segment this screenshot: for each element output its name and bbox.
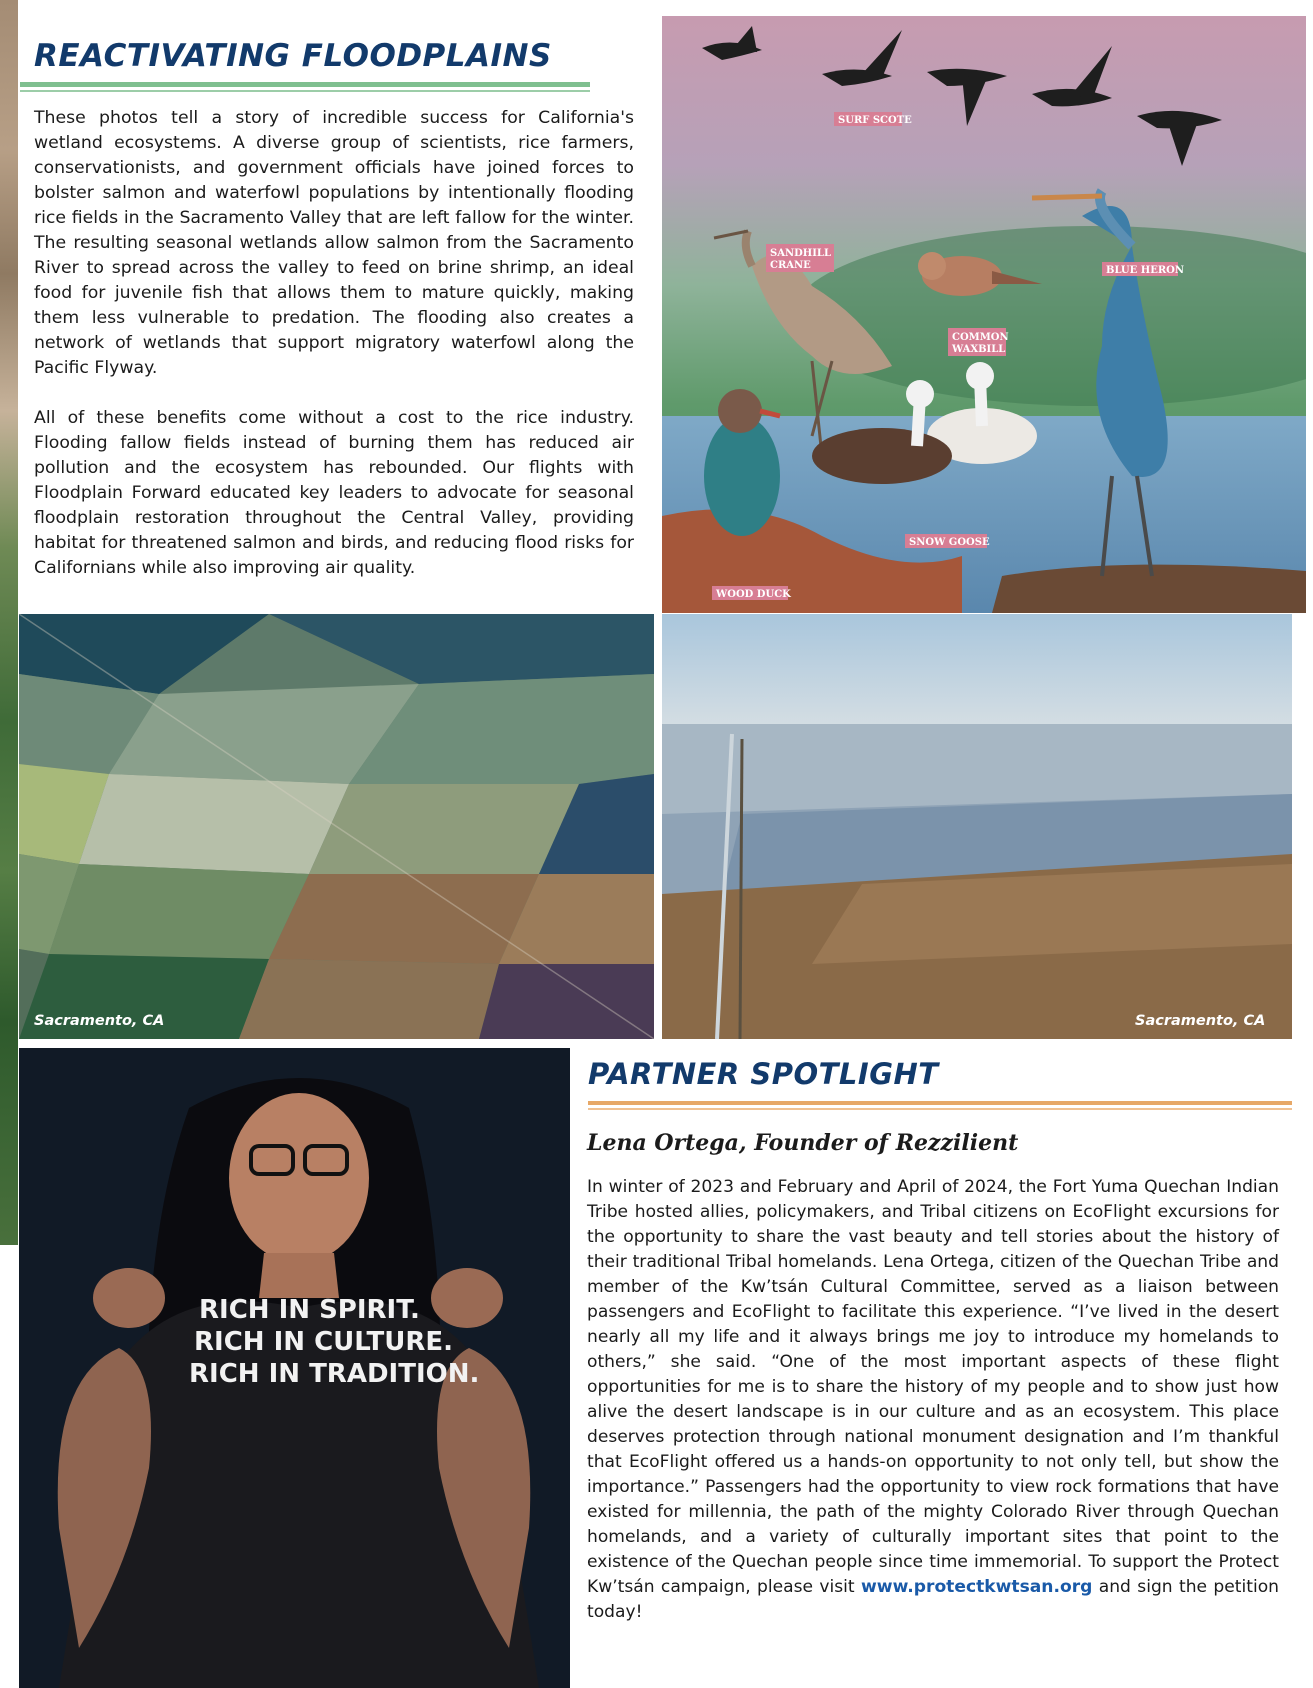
shirt-text-line3: RICH IN TRADITION. [189,1359,480,1389]
photo-caption-right: Sacramento, CA [1135,1013,1266,1029]
label-blue-heron: BLUE HERON [1106,265,1184,276]
floodplains-paragraph-1: These photos tell a story of incredible success for California's wetland ecosystems. A diverse group of scientists, rice farmers, conservationists, and government officials have joined forces to bolster salmon and waterfowl populations by intentionally flooding rice fields in the Sacramento Valley that are left fallow for the winter. The resulting seasonal wetlands allow salmon from the Sacramento River to spread across the valley to feed on brine shrimp, an ideal food for juvenile fish that allows them to mature quickly, making them less vulnerable to predation. The flooding also creates a network of wetlands that support migratory waterfowl along the Pacific Flyway. [34,108,634,378]
shirt-text-line1: RICH IN SPIRIT. [199,1295,420,1325]
floodplains-paragraph-2: All of these benefits come without a cost to the rice industry. Flooding fallow fields instead of burning them has reduced air pollution and the ecosystem has rebounded. Our flights with Floodplain Forward educated key leaders to advocate for seasonal floodplain restoration throughout the Central Valley, providing habitat for threatened salmon and birds, and reducing flood risks for Californians while also improving air quality. [34,408,634,578]
label-sandhill-crane-line1: SANDHILL [770,248,831,259]
label-common-waxbill-line1: COMMON [952,332,1009,343]
spotlight-title-underline-secondary [588,1108,1292,1110]
previous-page-edge-image [0,0,18,1245]
spotlight-subhead: Lena Ortega, Founder of Rezzilient [587,1130,1019,1156]
shirt-text-line2: RICH IN CULTURE. [194,1327,454,1357]
photo-caption-left: Sacramento, CA [34,1013,165,1029]
label-sandhill-crane-line2: CRANE [770,260,811,271]
label-surf-scote: SURF SCOTE [838,115,912,126]
section-title-reactivating-floodplains: REACTIVATING FLOODPLAINS [34,38,552,74]
spotlight-title-underline [588,1101,1292,1105]
section-title-partner-spotlight: PARTNER SPOTLIGHT [588,1057,939,1091]
aerial-photo-rice-fields-left [19,614,654,1039]
title-underline-secondary [20,90,590,92]
petition-link[interactable]: www.protectkwtsan.org [861,1577,1093,1597]
spotlight-paragraph [587,1175,1279,1625]
spotlight-paragraph-text: In winter of 2023 and February and April of 2024, the Fort Yuma Quechan Indian Tribe hosted allies, policymakers, and Tribal citizens on EcoFlight excursions for the opportunity to share the vast beauty and tell stories about the history of their traditional Tribal homelands. Lena Ortega, citizen of the Quechan Tribe and member of the Kw’tsán Cultural Committee, served as a liaison between passengers and EcoFlight to facilitate this experience. “I’ve lived in the desert nearly all my life and it always brings me joy to introduce my homelands to others,” she said. “One of the most important aspects of these flight opportunities for me is to share the history of my people and to show just how alive the desert landscape is in our culture and as an ecosystem. This place deserves protection through national monument designation and I’m thankful that EcoFlight offered us a hands-on opportunity to not only tell, but show the importance.” Passengers had the opportunity to view rock formations that have existed for millennia, the path of the mighty Colorado River through Quechan homelands, and a variety of culturally important sites that point to the existence of the Quechan people since time immemorial. To support the Protect Kw’tsán campaign, please visit [587,1177,1279,1597]
spotlight-paragraph-closing: and sign the petition today! [587,1577,1279,1622]
label-snow-goose: SNOW GOOSE [909,537,990,548]
label-wood-duck: WOOD DUCK [716,589,791,600]
bird-illustration [662,16,1306,613]
portrait-photo-lena-ortega [19,1048,570,1688]
aerial-photo-rice-fields-right [662,614,1292,1039]
title-underline [20,82,590,87]
label-common-waxbill-line2: WAXBILL [952,344,1006,355]
